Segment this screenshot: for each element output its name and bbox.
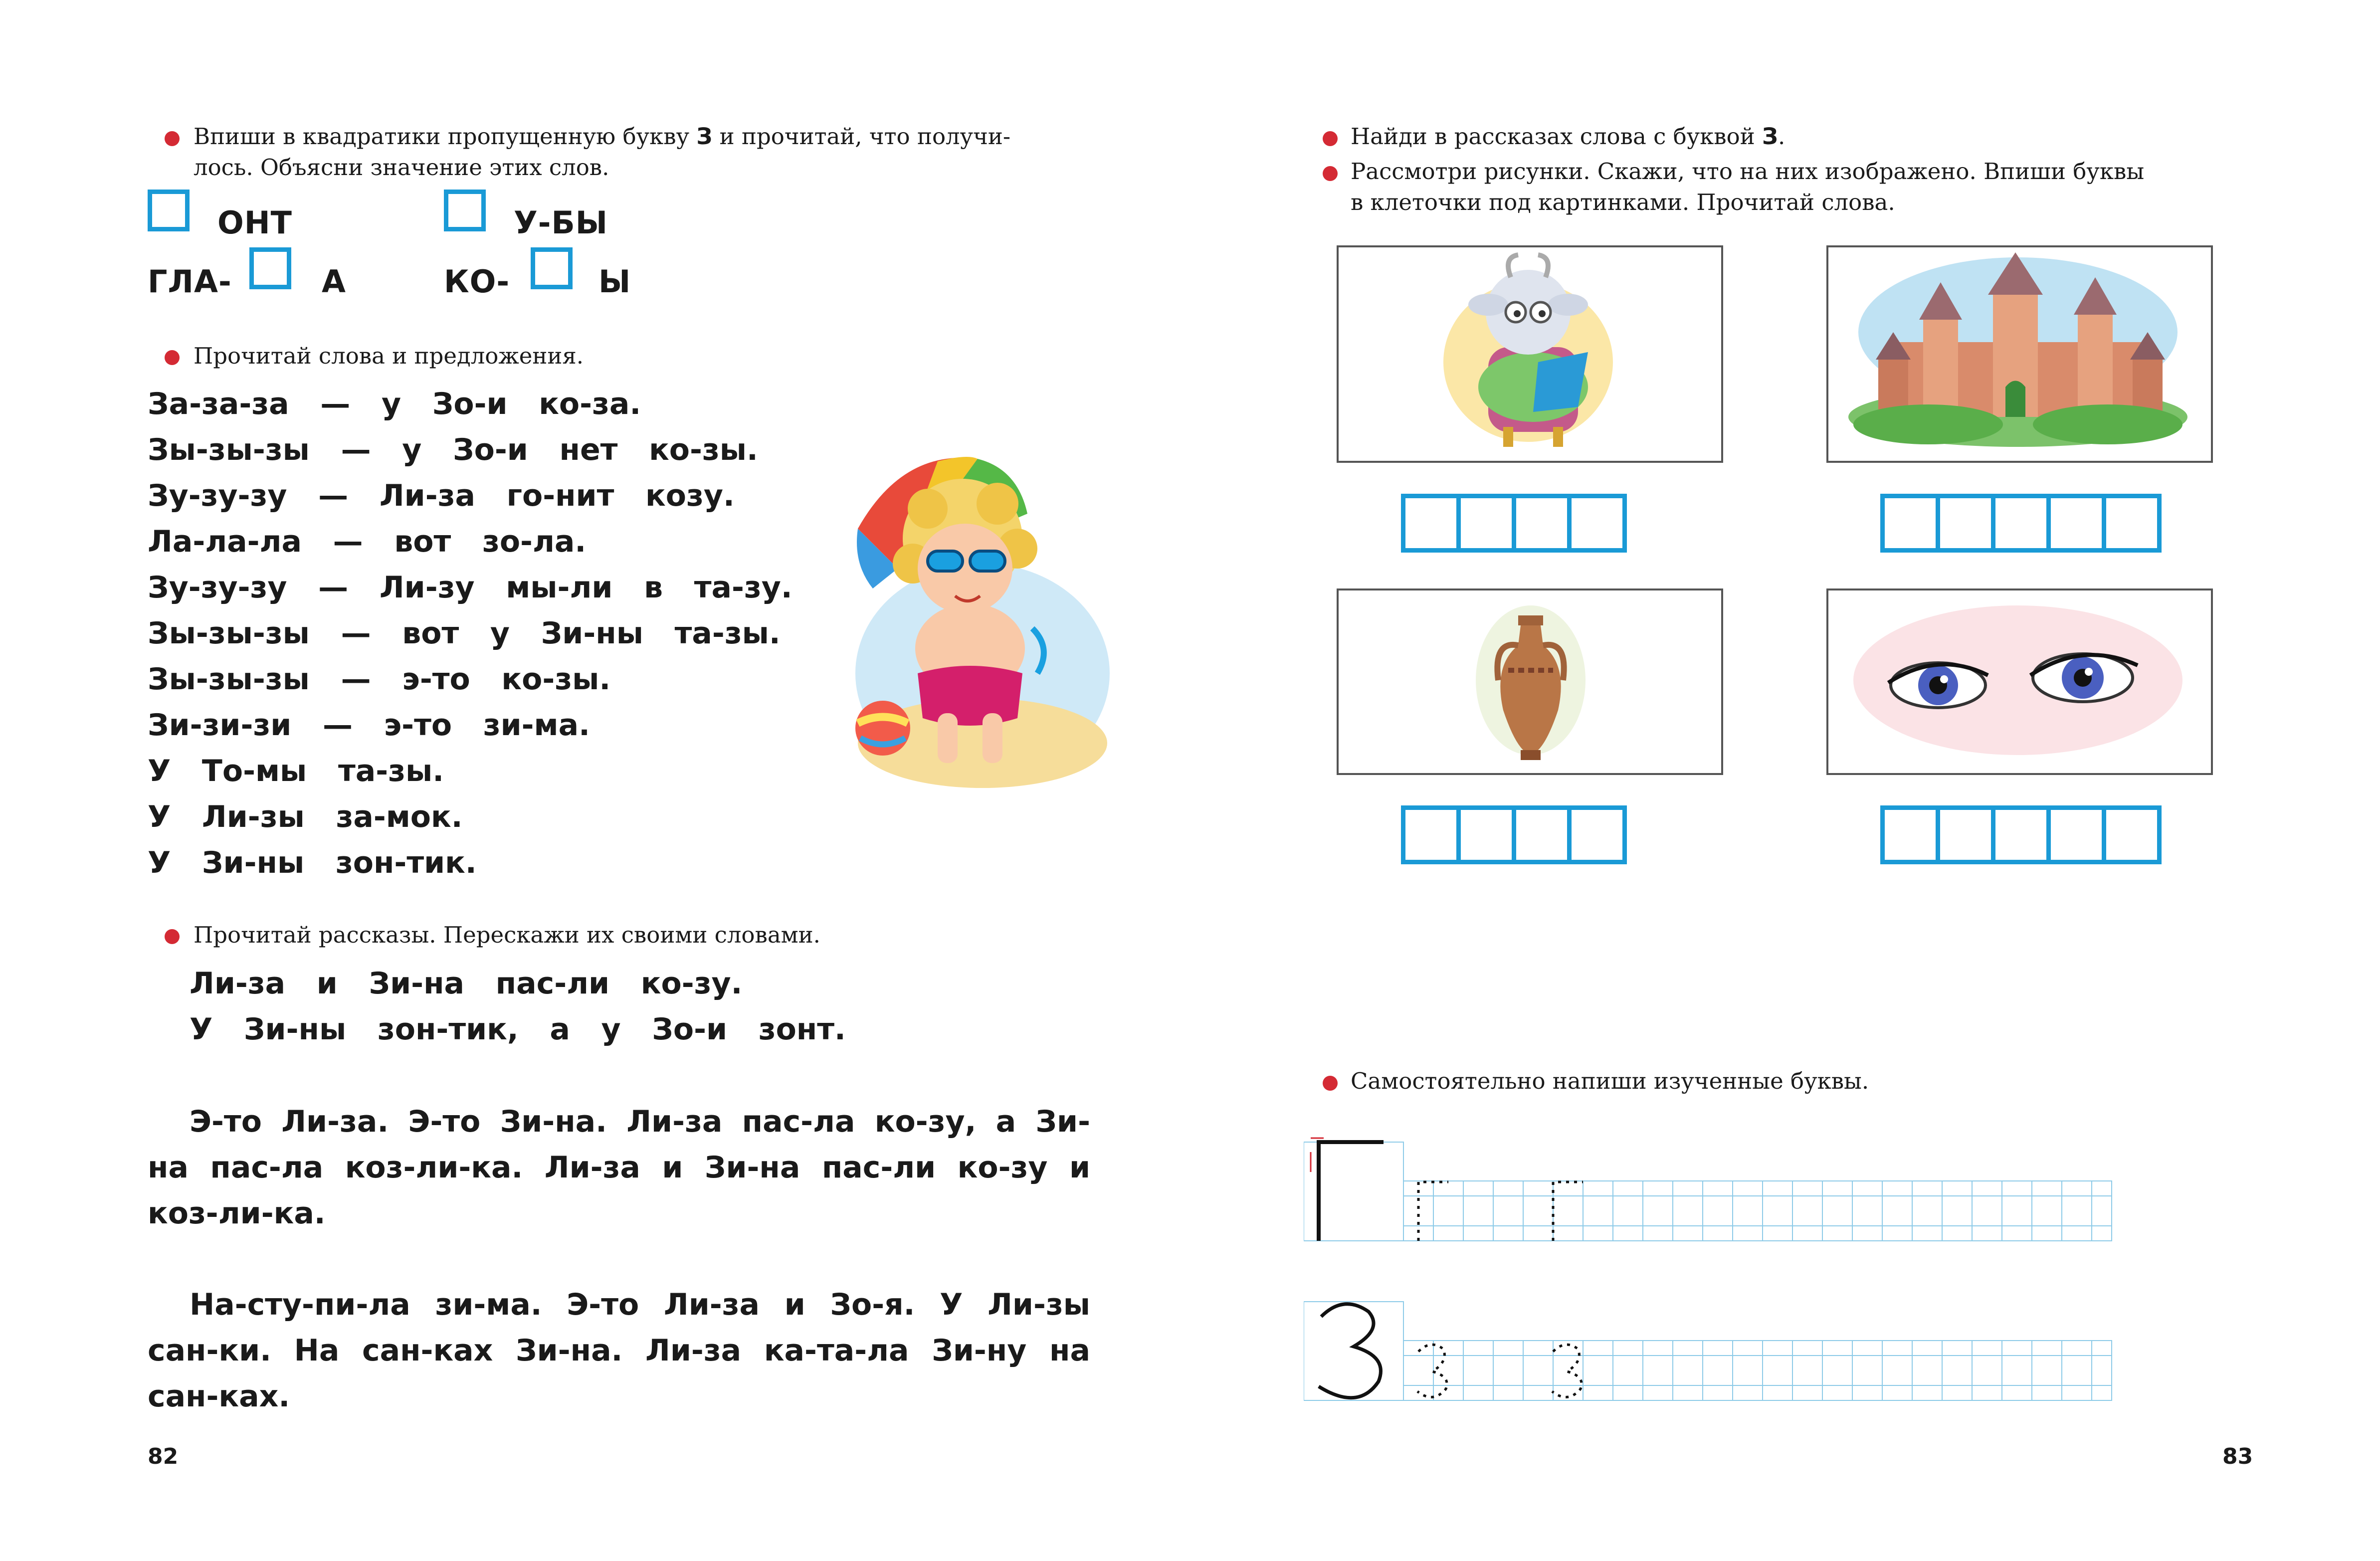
word-part: А bbox=[322, 263, 346, 300]
bullet-icon bbox=[1323, 131, 1338, 146]
letter-cell[interactable] bbox=[2046, 494, 2106, 553]
letter-cell[interactable] bbox=[1567, 494, 1627, 553]
reading-line: Зы-зы-зы — у Зо-и нет ко-зы. bbox=[148, 432, 758, 467]
reading-line: Ла-ла-ла — вот зо-ла. bbox=[148, 524, 587, 559]
letter-cell[interactable] bbox=[1991, 494, 2051, 553]
letter-cell[interactable] bbox=[1936, 805, 1995, 864]
answer-cells bbox=[1401, 805, 1627, 864]
answer-cells bbox=[1401, 494, 1627, 553]
picture-frame bbox=[1337, 588, 1723, 775]
vase-icon bbox=[1339, 590, 1721, 773]
reading-line: У Ли-зы за-мок. bbox=[148, 799, 463, 834]
exercise-1-instruction: Впиши в квадратики пропущенную букву З и прочитай, что получи- лось. Объясни значение этих слов. bbox=[194, 123, 1011, 181]
letter-cell[interactable] bbox=[1512, 805, 1572, 864]
reading-line: У То-мы та-зы. bbox=[148, 754, 444, 788]
reading-line: Зи-зи-зи — э-то зи-ма. bbox=[148, 708, 590, 743]
eyes-icon bbox=[1828, 590, 2211, 773]
word-part: ГЛА- bbox=[148, 263, 232, 300]
girl-with-umbrella-illustration bbox=[838, 439, 1117, 798]
word-part: КО- bbox=[444, 263, 510, 300]
picture-frame bbox=[1826, 588, 2213, 775]
exercise-3-instruction: Прочитай рассказы. Перескажи их своими словами. bbox=[194, 922, 820, 948]
story-line: У Зи-ны зон-тик, а у Зо-и зонт. bbox=[190, 1012, 846, 1047]
picture-frame bbox=[1826, 245, 2213, 463]
word-part: У-БЫ bbox=[514, 204, 608, 241]
exercise-writing-instruction: Самостоятельно напиши изученные буквы. bbox=[1351, 1068, 1869, 1094]
letter-cell[interactable] bbox=[1880, 805, 1940, 864]
reading-line: Зу-зу-зу — Ли-за го-нит козу. bbox=[148, 478, 735, 513]
story-line: Ли-за и Зи-на пас-ли ко-зу. bbox=[190, 966, 743, 1001]
story-1 bbox=[190, 961, 846, 1052]
letter-cell[interactable] bbox=[1456, 805, 1516, 864]
answer-cells bbox=[1880, 805, 2162, 864]
letter-cell[interactable] bbox=[1880, 494, 1940, 553]
answer-cells bbox=[1880, 494, 2162, 553]
bullet-icon bbox=[165, 350, 180, 365]
exercise-pictures-instruction: Рассмотри рисунки. Скажи, что на них изображено. Впиши буквы в клеточки под картинками. Прочитай слова. bbox=[1351, 158, 2145, 215]
letter-cell[interactable] bbox=[1456, 494, 1516, 553]
reading-lines bbox=[148, 381, 793, 886]
letter-input-box[interactable] bbox=[249, 247, 291, 289]
castle-icon bbox=[1828, 247, 2211, 461]
letter-cell[interactable] bbox=[1401, 494, 1461, 553]
letter-input-box[interactable] bbox=[148, 190, 190, 231]
bullet-icon bbox=[165, 929, 180, 944]
writing-grid-letter-z bbox=[1304, 1292, 2132, 1411]
page-number: 83 bbox=[2222, 1444, 2253, 1469]
reading-line: Зы-зы-зы — вот у Зи-ны та-зы. bbox=[148, 616, 781, 651]
exercise-2-instruction: Прочитай слова и предложения. bbox=[194, 343, 584, 369]
letter-input-box[interactable] bbox=[531, 247, 573, 289]
letter-cell[interactable] bbox=[1401, 805, 1461, 864]
word-part: ОНТ bbox=[217, 204, 292, 241]
right-page bbox=[1190, 0, 2380, 1561]
bullet-icon bbox=[1323, 166, 1338, 181]
letter-cell[interactable] bbox=[1567, 805, 1627, 864]
letter-cell[interactable] bbox=[2102, 805, 2162, 864]
bullet-icon bbox=[165, 131, 180, 146]
page-number: 82 bbox=[148, 1444, 179, 1469]
letter-cell[interactable] bbox=[1991, 805, 2051, 864]
letter-cell[interactable] bbox=[2102, 494, 2162, 553]
story-3: На-сту-пи-ла зи-ма. Э-то Ли-за и Зо-я. У Ли-зы сан-ки. На сан-ках Зи-на. Ли-за ка-та-ла Зи-ну на сан-ках. bbox=[148, 1287, 1090, 1414]
letter-cell[interactable] bbox=[1936, 494, 1995, 553]
picture-frame bbox=[1337, 245, 1723, 463]
goat-reading-icon bbox=[1339, 247, 1721, 461]
word-part: Ы bbox=[598, 263, 631, 300]
letter-cell[interactable] bbox=[2046, 805, 2106, 864]
bullet-icon bbox=[1323, 1076, 1338, 1091]
reading-line: Зы-зы-зы — э-то ко-зы. bbox=[148, 662, 611, 697]
letter-input-box[interactable] bbox=[444, 190, 486, 231]
reading-line: Зу-зу-зу — Ли-зу мы-ли в та-зу. bbox=[148, 570, 793, 605]
reading-line: У Зи-ны зон-тик. bbox=[148, 845, 477, 880]
reading-line: За-за-за — у Зо-и ко-за. bbox=[148, 387, 641, 421]
writing-grid-letter-g bbox=[1304, 1132, 2132, 1252]
exercise-find-instruction: Найди в рассказах слова с буквой З. bbox=[1351, 123, 1785, 150]
letter-cell[interactable] bbox=[1512, 494, 1572, 553]
story-2: Э-то Ли-за. Э-то Зи-на. Ли-за пас-ла ко-зу, а Зи-на пас-ла коз-ли-ка. Ли-за и Зи-на пас-ли ко-зу и коз-ли-ка. bbox=[148, 1104, 1090, 1231]
